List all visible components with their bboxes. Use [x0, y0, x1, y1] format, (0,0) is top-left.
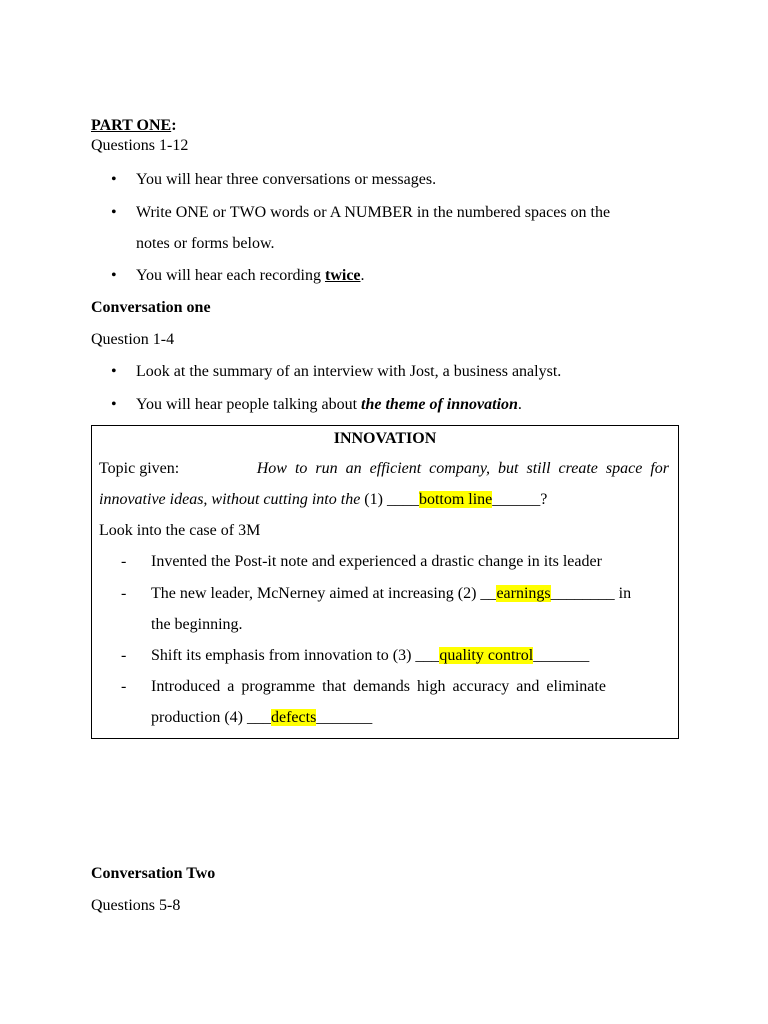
conversation-one-questions: Question 1-4 — [91, 331, 175, 348]
item2-pre: The new leader, McNerney aimed at increasing (2) __ — [151, 585, 497, 602]
item-text — [151, 708, 372, 728]
bullet-period: . — [517, 396, 522, 413]
dash-marker: - — [121, 678, 127, 695]
bullet-icon: • — [111, 396, 117, 413]
item-text — [151, 584, 631, 604]
bullet-text-pre: You will hear people talking about — [136, 396, 362, 413]
q3-answer: quality control — [439, 647, 534, 664]
bullet-icon: • — [111, 363, 117, 380]
q2-answer: earnings — [496, 585, 551, 602]
conversation-two-title: Conversation Two — [91, 865, 216, 882]
topic-line-1 — [99, 459, 669, 479]
item-text: Introduced a programme that demands high accuracy and eliminate — [151, 678, 606, 695]
q3-blank: _______ — [533, 647, 590, 664]
item4-pre: production (4) ___ — [151, 709, 271, 726]
bullet-text — [136, 395, 522, 415]
dash-marker: - — [121, 647, 127, 664]
part-questions: Questions 1-12 — [91, 137, 189, 154]
instruction-text — [136, 266, 365, 286]
q4-blank: _______ — [316, 709, 373, 726]
item3-pre: Shift its emphasis from innovation to (3) ___ — [151, 647, 440, 664]
instruction-text-pre: You will hear each recording — [136, 267, 325, 284]
q2-blank: ________ in — [550, 585, 632, 602]
q1-number: (1) ____ — [360, 491, 419, 508]
instruction-text: notes or forms below. — [136, 235, 275, 252]
part-title: PART ONE — [91, 117, 172, 134]
q1-answer: bottom line — [418, 491, 493, 508]
instruction-period: . — [360, 267, 365, 284]
item-text: Invented the Post-it note and experienced a drastic change in its leader — [151, 553, 602, 570]
topic-colon: : — [174, 460, 180, 477]
part-heading — [91, 116, 177, 136]
bullet-icon: • — [111, 204, 117, 221]
instruction-text: Write ONE or TWO words or A NUMBER in the numbered spaces on the — [136, 204, 611, 221]
topic-text-2: innovative ideas, without cutting into the — [99, 491, 361, 508]
bullet-icon: • — [111, 267, 117, 284]
item-text — [151, 646, 589, 666]
emphasis-twice: twice — [324, 267, 361, 284]
part-colon: : — [171, 117, 177, 134]
conversation-two-questions: Questions 5-8 — [91, 897, 181, 914]
innovation-box — [91, 425, 679, 739]
q1-blank: ______? — [492, 491, 548, 508]
bullet-text: Look at the summary of an interview with Jost, a business analyst. — [136, 363, 562, 380]
topic-label-group — [99, 459, 179, 479]
instruction-text: You will hear three conversations or messages. — [136, 171, 437, 188]
conversation-one-title: Conversation one — [91, 299, 211, 316]
topic-text-1: How to run an efficient company, but still create space for — [256, 460, 669, 477]
case-line: Look into the case of 3M — [99, 522, 261, 539]
box-heading: INNOVATION — [333, 430, 437, 447]
dash-marker: - — [121, 585, 127, 602]
q4-answer: defects — [270, 709, 317, 726]
item-text: the beginning. — [151, 616, 243, 633]
dash-marker: - — [121, 553, 127, 570]
bullet-icon: • — [111, 171, 117, 188]
theme-emphasis: the theme of innovation — [361, 396, 518, 413]
topic-label: Topic given — [99, 460, 175, 477]
topic-line-2 — [99, 490, 547, 510]
